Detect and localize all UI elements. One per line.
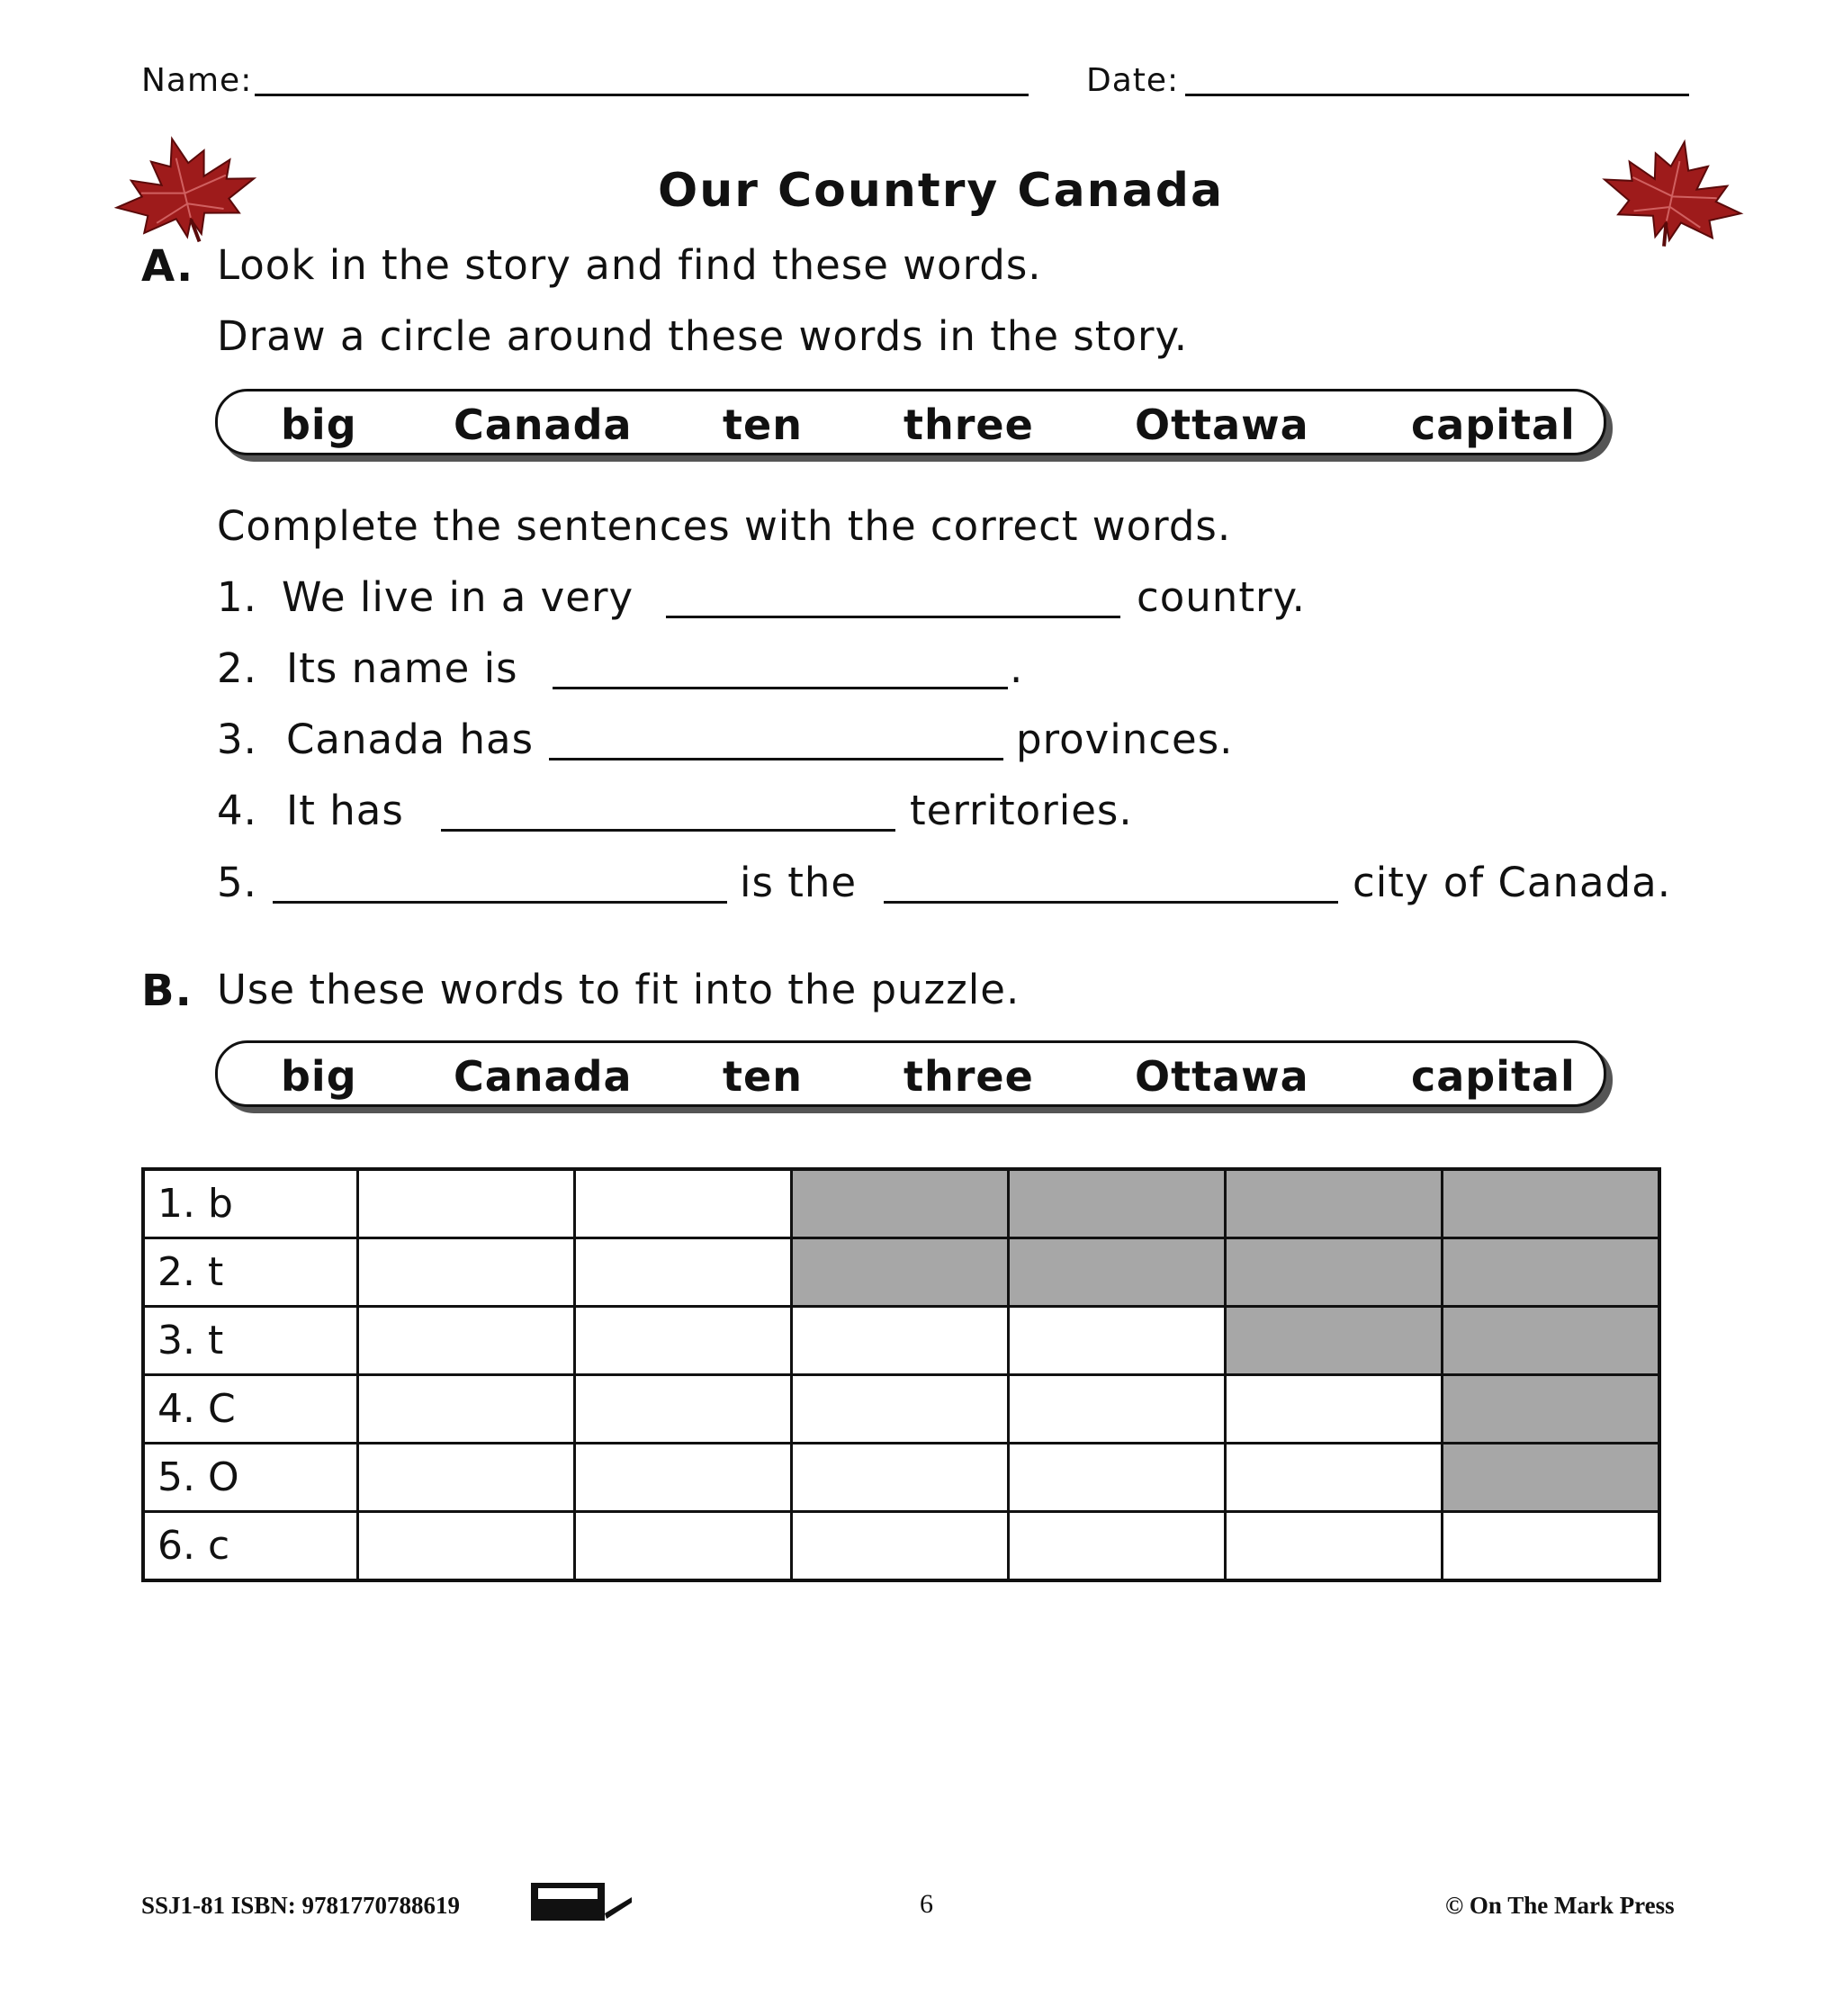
puzzle-shaded-cell <box>1225 1307 1442 1375</box>
word-bank-item: capital <box>1411 1052 1576 1101</box>
puzzle-answer-cell[interactable] <box>791 1375 1008 1444</box>
sentence-number: 5. <box>217 859 257 906</box>
word-bank-item: big <box>281 1052 357 1101</box>
puzzle-row <box>143 1238 1659 1307</box>
puzzle-answer-cell[interactable] <box>1225 1444 1442 1512</box>
puzzle-row-label: 2. t <box>143 1238 357 1307</box>
puzzle-answer-cell[interactable] <box>1442 1512 1659 1581</box>
puzzle-answer-cell[interactable] <box>357 1512 574 1581</box>
answer-blank[interactable] <box>273 861 727 904</box>
word-bank-item: Canada <box>454 400 633 449</box>
sentence-text: provinces. <box>1016 716 1234 763</box>
sentence-text: territories. <box>910 787 1133 834</box>
answer-blank[interactable] <box>549 718 1003 760</box>
puzzle-row <box>143 1512 1659 1581</box>
puzzle-row <box>143 1307 1659 1375</box>
puzzle-row <box>143 1169 1659 1238</box>
sentence-number: 4. <box>217 787 257 834</box>
puzzle-shaded-cell <box>1442 1307 1659 1375</box>
word-bank-item: ten <box>723 400 803 449</box>
section-a-letter: A. <box>141 241 194 292</box>
sentence-text: is the <box>740 859 858 906</box>
sentence-text: It has <box>286 787 404 834</box>
puzzle-row <box>143 1375 1659 1444</box>
puzzle-shaded-cell <box>1225 1238 1442 1307</box>
puzzle-answer-cell[interactable] <box>1225 1375 1442 1444</box>
word-bank-b <box>215 1040 1606 1107</box>
puzzle-shaded-cell <box>1008 1169 1225 1238</box>
maple-leaf-icon <box>1591 133 1753 250</box>
puzzle-answer-cell[interactable] <box>1008 1375 1225 1444</box>
section-a-instruction-2: Draw a circle around these words in the story. <box>217 312 1189 360</box>
puzzle-answer-cell[interactable] <box>1008 1307 1225 1375</box>
sentence-text: . <box>1010 644 1024 692</box>
puzzle-row <box>143 1444 1659 1512</box>
copyright: © On The Mark Press <box>1445 1892 1675 1919</box>
answer-blank[interactable] <box>884 861 1338 904</box>
complete-instruction: Complete the sentences with the correct words. <box>217 502 1232 550</box>
page-title: Our Country Canada <box>658 164 1225 218</box>
puzzle-row-label: 4. C <box>143 1375 357 1444</box>
sentence-text: country. <box>1137 573 1306 621</box>
word-bank-item: Ottawa <box>1135 400 1309 449</box>
puzzle-shaded-cell <box>791 1238 1008 1307</box>
name-label: Name: <box>141 62 253 99</box>
word-bank-a <box>215 389 1606 455</box>
puzzle-row-label: 6. c <box>143 1512 357 1581</box>
page-number: 6 <box>920 1889 933 1919</box>
name-field-line[interactable] <box>255 65 1029 96</box>
word-bank-item: three <box>904 400 1034 449</box>
sentence-number: 2. <box>217 644 257 692</box>
answer-blank[interactable] <box>441 789 895 832</box>
puzzle-shaded-cell <box>1008 1238 1225 1307</box>
puzzle-answer-cell[interactable] <box>574 1375 791 1444</box>
date-field-line[interactable] <box>1185 65 1689 96</box>
section-a-instruction-1: Look in the story and find these words. <box>217 241 1042 289</box>
sentence-number: 3. <box>217 716 257 763</box>
puzzle-answer-cell[interactable] <box>357 1307 574 1375</box>
puzzle-shaded-cell <box>1442 1375 1659 1444</box>
puzzle-answer-cell[interactable] <box>357 1169 574 1238</box>
puzzle-row-label: 5. O <box>143 1444 357 1512</box>
puzzle-row-label: 3. t <box>143 1307 357 1375</box>
puzzle-shaded-cell <box>1442 1238 1659 1307</box>
puzzle-answer-cell[interactable] <box>574 1238 791 1307</box>
word-puzzle-grid <box>141 1167 1661 1582</box>
footer-isbn: SSJ1-81 ISBN: 9781770788619 <box>141 1892 461 1919</box>
puzzle-row-label: 1. b <box>143 1169 357 1238</box>
section-b-letter: B. <box>141 966 193 1016</box>
puzzle-answer-cell[interactable] <box>357 1375 574 1444</box>
sentence-text: Canada has <box>286 716 535 763</box>
word-bank-item: three <box>904 1052 1034 1101</box>
puzzle-answer-cell[interactable] <box>574 1169 791 1238</box>
puzzle-answer-cell[interactable] <box>791 1307 1008 1375</box>
date-label: Date: <box>1086 62 1180 99</box>
puzzle-answer-cell[interactable] <box>1008 1512 1225 1581</box>
puzzle-shaded-cell <box>1442 1444 1659 1512</box>
section-b-instruction: Use these words to fit into the puzzle. <box>217 966 1020 1013</box>
sentence-number: 1. <box>217 573 257 621</box>
answer-blank[interactable] <box>553 647 1008 689</box>
puzzle-answer-cell[interactable] <box>574 1444 791 1512</box>
puzzle-answer-cell[interactable] <box>574 1512 791 1581</box>
puzzle-answer-cell[interactable] <box>357 1238 574 1307</box>
puzzle-shaded-cell <box>1442 1169 1659 1238</box>
word-bank-item: ten <box>723 1052 803 1101</box>
word-bank-item: Canada <box>454 1052 633 1101</box>
maple-leaf-icon <box>102 130 264 248</box>
puzzle-answer-cell[interactable] <box>1225 1512 1442 1581</box>
answer-blank[interactable] <box>666 576 1120 618</box>
word-bank-item: Ottawa <box>1135 1052 1309 1101</box>
puzzle-answer-cell[interactable] <box>791 1444 1008 1512</box>
sentence-text: We live in a very <box>282 573 634 621</box>
word-bank-item: big <box>281 400 357 449</box>
sentence-text: city of Canada. <box>1353 859 1672 906</box>
word-bank-item: capital <box>1411 400 1576 449</box>
puzzle-shaded-cell <box>1225 1169 1442 1238</box>
puzzle-answer-cell[interactable] <box>1008 1444 1225 1512</box>
puzzle-answer-cell[interactable] <box>791 1512 1008 1581</box>
puzzle-answer-cell[interactable] <box>574 1307 791 1375</box>
puzzle-answer-cell[interactable] <box>357 1444 574 1512</box>
puzzle-shaded-cell <box>791 1169 1008 1238</box>
book-logo-icon <box>529 1879 635 1924</box>
sentence-text: Its name is <box>286 644 518 692</box>
